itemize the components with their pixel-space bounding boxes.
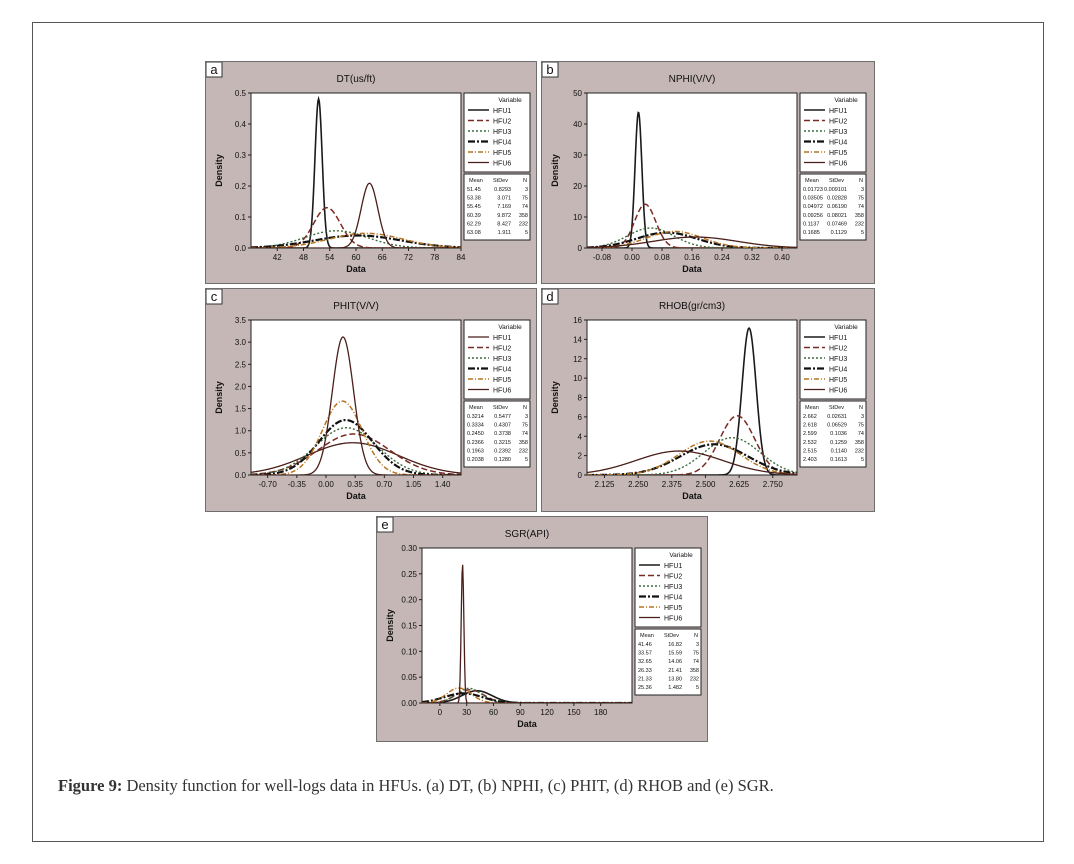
stats-header: StDev — [829, 405, 844, 411]
stats-n: 3 — [524, 187, 528, 193]
legend-entry: HFU5 — [664, 605, 683, 612]
stats-header: N — [859, 178, 863, 184]
chart-panel-e — [376, 516, 708, 742]
stats-n: 3 — [524, 414, 528, 420]
legend-entry: HFU3 — [829, 356, 848, 363]
stats-header: N — [694, 633, 698, 639]
chart-svg — [206, 62, 536, 283]
stats-mean: 62.29 — [467, 221, 481, 228]
x-tick-label: 48 — [299, 253, 308, 262]
chart-title: SGR(API) — [504, 529, 550, 540]
x-tick-label: 42 — [272, 253, 282, 262]
y-tick-label: 1.0 — [234, 426, 246, 436]
y-axis-label: Density — [214, 154, 224, 187]
stats-mean: 2.515 — [803, 448, 817, 455]
x-tick-label: 60 — [489, 708, 498, 717]
y-tick-label: 8 — [577, 393, 582, 403]
stats-n: 358 — [518, 439, 528, 446]
stats-mean: 0.1963 — [467, 448, 484, 455]
caption-text: Density function for well-logs data in HFUs. (a) DT, (b) NPHI, (c) PHIT, (d) RHOB and (e) SGR. — [122, 776, 774, 795]
y-tick-label: 2.5 — [234, 360, 246, 370]
x-tick-label: 0.35 — [347, 480, 363, 489]
y-tick-label: 50 — [573, 89, 582, 98]
chart-panel-c — [205, 288, 537, 512]
x-tick-label: 78 — [430, 253, 440, 262]
stats-n: 75 — [692, 650, 699, 657]
chart-svg — [377, 517, 707, 741]
chart-title: NPHI(V/V) — [668, 74, 716, 85]
stats-header: StDev — [829, 178, 844, 184]
x-tick-label: 1.05 — [405, 480, 422, 489]
stats-stdev: 0.06529 — [827, 422, 847, 429]
stats-stdev: 15.59 — [668, 650, 682, 657]
stats-n: 5 — [524, 457, 528, 463]
x-tick-label: 66 — [377, 253, 387, 262]
x-tick-label: 90 — [515, 708, 525, 717]
panel-id-label: d — [546, 289, 554, 304]
y-tick-label: 0.5 — [234, 448, 246, 458]
chart-title: PHIT(V/V) — [333, 301, 379, 312]
stats-mean: 0.2450 — [467, 431, 484, 438]
chart-panel-d — [541, 288, 875, 512]
stats-header: StDev — [664, 633, 679, 639]
y-tick-label: 2 — [577, 451, 582, 461]
stats-header: N — [523, 178, 527, 184]
stats-stdev: 0.4307 — [494, 422, 511, 429]
stats-n: 232 — [518, 221, 528, 228]
x-tick-label: 2.500 — [695, 480, 716, 489]
legend-title: Variable — [834, 324, 858, 331]
y-tick-label: 0 — [577, 471, 582, 480]
stats-stdev: 0.02631 — [827, 414, 847, 420]
legend-entry: HFU4 — [829, 366, 848, 374]
stats-n: 74 — [857, 204, 864, 211]
stats-header: N — [523, 405, 527, 411]
y-tick-label: 6 — [577, 412, 582, 422]
stats-stdev: 0.1613 — [830, 457, 847, 463]
x-tick-label: 54 — [325, 253, 335, 262]
stats-stdev: 0.08021 — [827, 212, 847, 219]
stats-mean: 33.57 — [638, 650, 652, 657]
legend-entry: HFU2 — [493, 118, 512, 126]
stats-mean: 60.39 — [467, 212, 481, 219]
stats-mean: 41.46 — [638, 642, 652, 648]
stats-mean: 51.45 — [467, 187, 481, 193]
legend-entry: HFU6 — [829, 387, 848, 395]
stats-n: 3 — [860, 187, 864, 193]
stats-n: 358 — [518, 212, 528, 219]
stats-header: StDev — [493, 405, 508, 411]
legend-entry: HFU1 — [829, 108, 848, 115]
x-tick-label: 0.70 — [376, 480, 393, 489]
y-tick-label: 0 — [577, 244, 582, 253]
x-tick-label: 84 — [456, 253, 466, 262]
stats-stdev: 21.41 — [668, 667, 682, 674]
y-tick-label: 0.15 — [401, 621, 417, 631]
plot-area — [251, 320, 461, 475]
x-tick-label: 0.08 — [654, 253, 670, 262]
y-tick-label: 30 — [573, 151, 582, 160]
x-tick-label: -0.08 — [592, 253, 612, 262]
legend-entry: HFU6 — [664, 615, 683, 623]
plot-area — [251, 93, 461, 248]
y-tick-label: 12 — [573, 354, 582, 364]
chart-title: DT(us/ft) — [336, 74, 376, 85]
legend-title: Variable — [498, 97, 522, 104]
y-tick-label: 40 — [573, 120, 582, 129]
plot-area — [422, 548, 632, 703]
stats-stdev: 0.009101 — [824, 187, 847, 193]
legend-entry: HFU5 — [493, 150, 512, 157]
stats-n: 3 — [860, 414, 864, 420]
y-tick-label: 0.0 — [234, 244, 246, 253]
x-tick-label: 1.40 — [434, 480, 451, 489]
y-tick-label: 3.5 — [234, 316, 246, 325]
y-axis-label: Density — [550, 381, 560, 414]
y-tick-label: 3.0 — [234, 338, 246, 348]
stats-mean: 0.3334 — [467, 422, 484, 429]
x-tick-label: 2.125 — [594, 480, 615, 489]
x-tick-label: 30 — [462, 708, 472, 717]
stats-stdev: 0.1036 — [830, 431, 847, 438]
stats-mean: 0.09256 — [803, 212, 823, 219]
chart-svg — [206, 289, 536, 511]
x-axis-label: Data — [346, 491, 366, 501]
stats-header: Mean — [640, 633, 654, 639]
stats-mean: 0.3214 — [467, 414, 484, 420]
legend-entry: HFU2 — [829, 345, 848, 353]
stats-mean: 55.45 — [467, 204, 481, 211]
y-tick-label: 0.20 — [401, 595, 417, 605]
legend-title: Variable — [834, 97, 858, 104]
chart-panel-b — [541, 61, 875, 284]
stats-stdev: 0.1259 — [830, 439, 847, 446]
legend-entry: HFU2 — [493, 345, 512, 353]
stats-n: 75 — [521, 422, 528, 429]
stats-header: N — [859, 405, 863, 411]
stats-n: 75 — [521, 195, 528, 202]
y-tick-label: 0.3 — [234, 151, 246, 160]
legend-entry: HFU3 — [493, 129, 512, 136]
legend-entry: HFU4 — [829, 139, 848, 147]
legend-entry: HFU4 — [493, 366, 512, 374]
stats-stdev: 13.80 — [668, 676, 682, 683]
x-tick-label: 0.00 — [318, 480, 334, 489]
chart-svg — [542, 62, 874, 283]
stats-header: Mean — [805, 178, 819, 184]
legend-entry: HFU5 — [493, 377, 512, 384]
stats-n: 75 — [857, 422, 864, 429]
stats-n: 5 — [860, 230, 864, 236]
stats-stdev: 0.1140 — [830, 448, 847, 455]
legend-entry: HFU2 — [664, 573, 683, 581]
stats-mean: 0.1137 — [803, 221, 820, 228]
chart-panel-a — [205, 61, 537, 284]
x-axis-label: Data — [682, 264, 702, 274]
legend-entry: HFU1 — [493, 335, 512, 342]
y-tick-label: 0.5 — [234, 89, 246, 98]
x-tick-label: 2.625 — [729, 480, 750, 489]
stats-stdev: 0.5477 — [494, 414, 511, 420]
x-tick-label: 0.40 — [774, 253, 790, 262]
legend-entry: HFU6 — [829, 160, 848, 168]
x-tick-label: 150 — [567, 708, 581, 717]
panel-id-label: c — [210, 289, 218, 304]
stats-mean: 26.33 — [638, 667, 652, 674]
stats-mean: 2.403 — [803, 457, 817, 463]
stats-stdev: 3.071 — [497, 195, 511, 202]
legend-entry: HFU1 — [664, 563, 683, 570]
legend-entry: HFU4 — [493, 139, 512, 147]
stats-mean: 2.532 — [803, 439, 817, 446]
stats-mean: 2.618 — [803, 422, 817, 429]
stats-n: 74 — [692, 659, 699, 666]
stats-header: Mean — [469, 405, 483, 411]
stats-stdev: 0.06190 — [827, 204, 847, 211]
y-tick-label: 0.1 — [234, 213, 246, 222]
y-tick-label: 16 — [573, 316, 582, 325]
stats-n: 358 — [854, 439, 864, 446]
panel-id-label: b — [546, 62, 554, 77]
x-axis-label: Data — [517, 719, 537, 729]
x-tick-label: 0 — [437, 708, 443, 717]
stats-n: 5 — [695, 685, 699, 691]
stats-mean: 21.33 — [638, 676, 652, 683]
x-tick-label: 60 — [351, 253, 361, 262]
stats-stdev: 1.482 — [668, 685, 682, 691]
stats-n: 232 — [689, 676, 699, 683]
x-tick-label: -0.35 — [287, 480, 306, 489]
stats-n: 74 — [521, 204, 528, 211]
figure-caption — [58, 776, 774, 796]
legend-title: Variable — [498, 324, 522, 331]
stats-stdev: 14.06 — [668, 659, 682, 666]
stats-n: 5 — [860, 457, 864, 463]
stats-n: 232 — [854, 448, 864, 455]
stats-stdev: 0.8293 — [494, 187, 511, 193]
stats-mean: 0.04972 — [803, 204, 823, 211]
stats-n: 232 — [854, 221, 864, 228]
y-tick-label: 0.2 — [234, 182, 246, 191]
x-tick-label: 0.32 — [744, 253, 760, 262]
stats-stdev: 0.3738 — [494, 431, 511, 438]
panel-id-label: e — [381, 517, 389, 532]
stats-stdev: 8.427 — [497, 221, 511, 228]
y-axis-label: Density — [214, 381, 224, 414]
stats-stdev: 0.1280 — [494, 457, 511, 463]
y-tick-label: 0.4 — [234, 120, 246, 129]
x-tick-label: 2.750 — [762, 480, 783, 489]
y-tick-label: 0.0 — [234, 471, 246, 480]
legend-entry: HFU5 — [829, 377, 848, 384]
y-tick-label: 1.5 — [234, 404, 246, 414]
stats-n: 358 — [854, 212, 864, 219]
x-tick-label: 120 — [540, 708, 554, 717]
y-tick-label: 10 — [573, 213, 582, 222]
y-tick-label: 0.30 — [401, 544, 417, 553]
y-axis-label: Density — [385, 609, 395, 642]
stats-stdev: 0.1129 — [830, 230, 847, 236]
legend-entry: HFU4 — [664, 594, 683, 602]
y-tick-label: 10 — [573, 374, 582, 384]
stats-stdev: 0.02828 — [827, 195, 847, 202]
stats-mean: 0.1685 — [803, 230, 820, 236]
stats-mean: 0.03505 — [803, 195, 823, 202]
x-tick-label: 2.375 — [661, 480, 682, 489]
legend-entry: HFU5 — [829, 150, 848, 157]
stats-stdev: 16.82 — [668, 642, 682, 648]
stats-stdev: 9.872 — [497, 212, 511, 219]
legend-entry: HFU2 — [829, 118, 848, 126]
stats-header: Mean — [805, 405, 819, 411]
chart-svg — [542, 289, 874, 511]
y-tick-label: 0.10 — [401, 647, 417, 657]
x-tick-label: 0.00 — [624, 253, 640, 262]
stats-stdev: 0.3215 — [494, 439, 511, 446]
caption-label: Figure 9: — [58, 776, 123, 795]
stats-header: Mean — [469, 178, 483, 184]
stats-n: 3 — [695, 642, 699, 648]
stats-n: 74 — [521, 431, 528, 438]
x-tick-label: 0.16 — [684, 253, 700, 262]
x-axis-label: Data — [682, 491, 702, 501]
legend-entry: HFU6 — [493, 160, 512, 168]
x-tick-label: 180 — [594, 708, 608, 717]
legend-title: Variable — [669, 552, 693, 559]
stats-mean: 32.65 — [638, 659, 652, 666]
legend-entry: HFU1 — [493, 108, 512, 115]
y-tick-label: 14 — [573, 335, 582, 345]
stats-stdev: 0.07469 — [827, 221, 847, 228]
stats-mean: 25.36 — [638, 685, 652, 691]
y-tick-label: 0.05 — [401, 673, 417, 683]
x-axis-label: Data — [346, 264, 366, 274]
y-axis-label: Density — [550, 154, 560, 187]
stats-n: 75 — [857, 195, 864, 202]
plot-area — [587, 93, 797, 248]
y-tick-label: 4 — [577, 432, 582, 442]
stats-stdev: 1.911 — [497, 230, 511, 236]
stats-n: 74 — [857, 431, 864, 438]
stats-mean: 0.2038 — [467, 457, 484, 463]
stats-mean: 63.08 — [467, 230, 481, 236]
y-tick-label: 0.00 — [401, 699, 417, 708]
x-tick-label: 0.24 — [714, 253, 730, 262]
stats-mean: 0.2366 — [467, 439, 484, 446]
stats-mean: 2.662 — [803, 414, 817, 420]
stats-mean: 2.599 — [803, 431, 817, 438]
legend-entry: HFU6 — [493, 387, 512, 395]
stats-mean: 53.38 — [467, 195, 481, 202]
legend-entry: HFU3 — [664, 584, 683, 591]
chart-title: RHOB(gr/cm3) — [658, 301, 726, 312]
panel-id-label: a — [210, 62, 218, 77]
x-tick-label: 2.250 — [628, 480, 649, 489]
y-tick-label: 0.25 — [401, 569, 417, 579]
stats-stdev: 7.169 — [497, 204, 511, 211]
y-tick-label: 20 — [573, 182, 582, 191]
legend-entry: HFU1 — [829, 335, 848, 342]
stats-n: 358 — [689, 667, 699, 674]
y-tick-label: 2.0 — [234, 382, 246, 392]
legend-entry: HFU3 — [493, 356, 512, 363]
stats-n: 232 — [518, 448, 528, 455]
stats-n: 5 — [524, 230, 528, 236]
legend-entry: HFU3 — [829, 129, 848, 136]
stats-mean: 0.01723 — [803, 187, 823, 193]
x-tick-label: 72 — [404, 253, 413, 262]
stats-header: StDev — [493, 178, 508, 184]
stats-stdev: 0.2392 — [494, 448, 511, 455]
x-tick-label: -0.70 — [258, 480, 277, 489]
